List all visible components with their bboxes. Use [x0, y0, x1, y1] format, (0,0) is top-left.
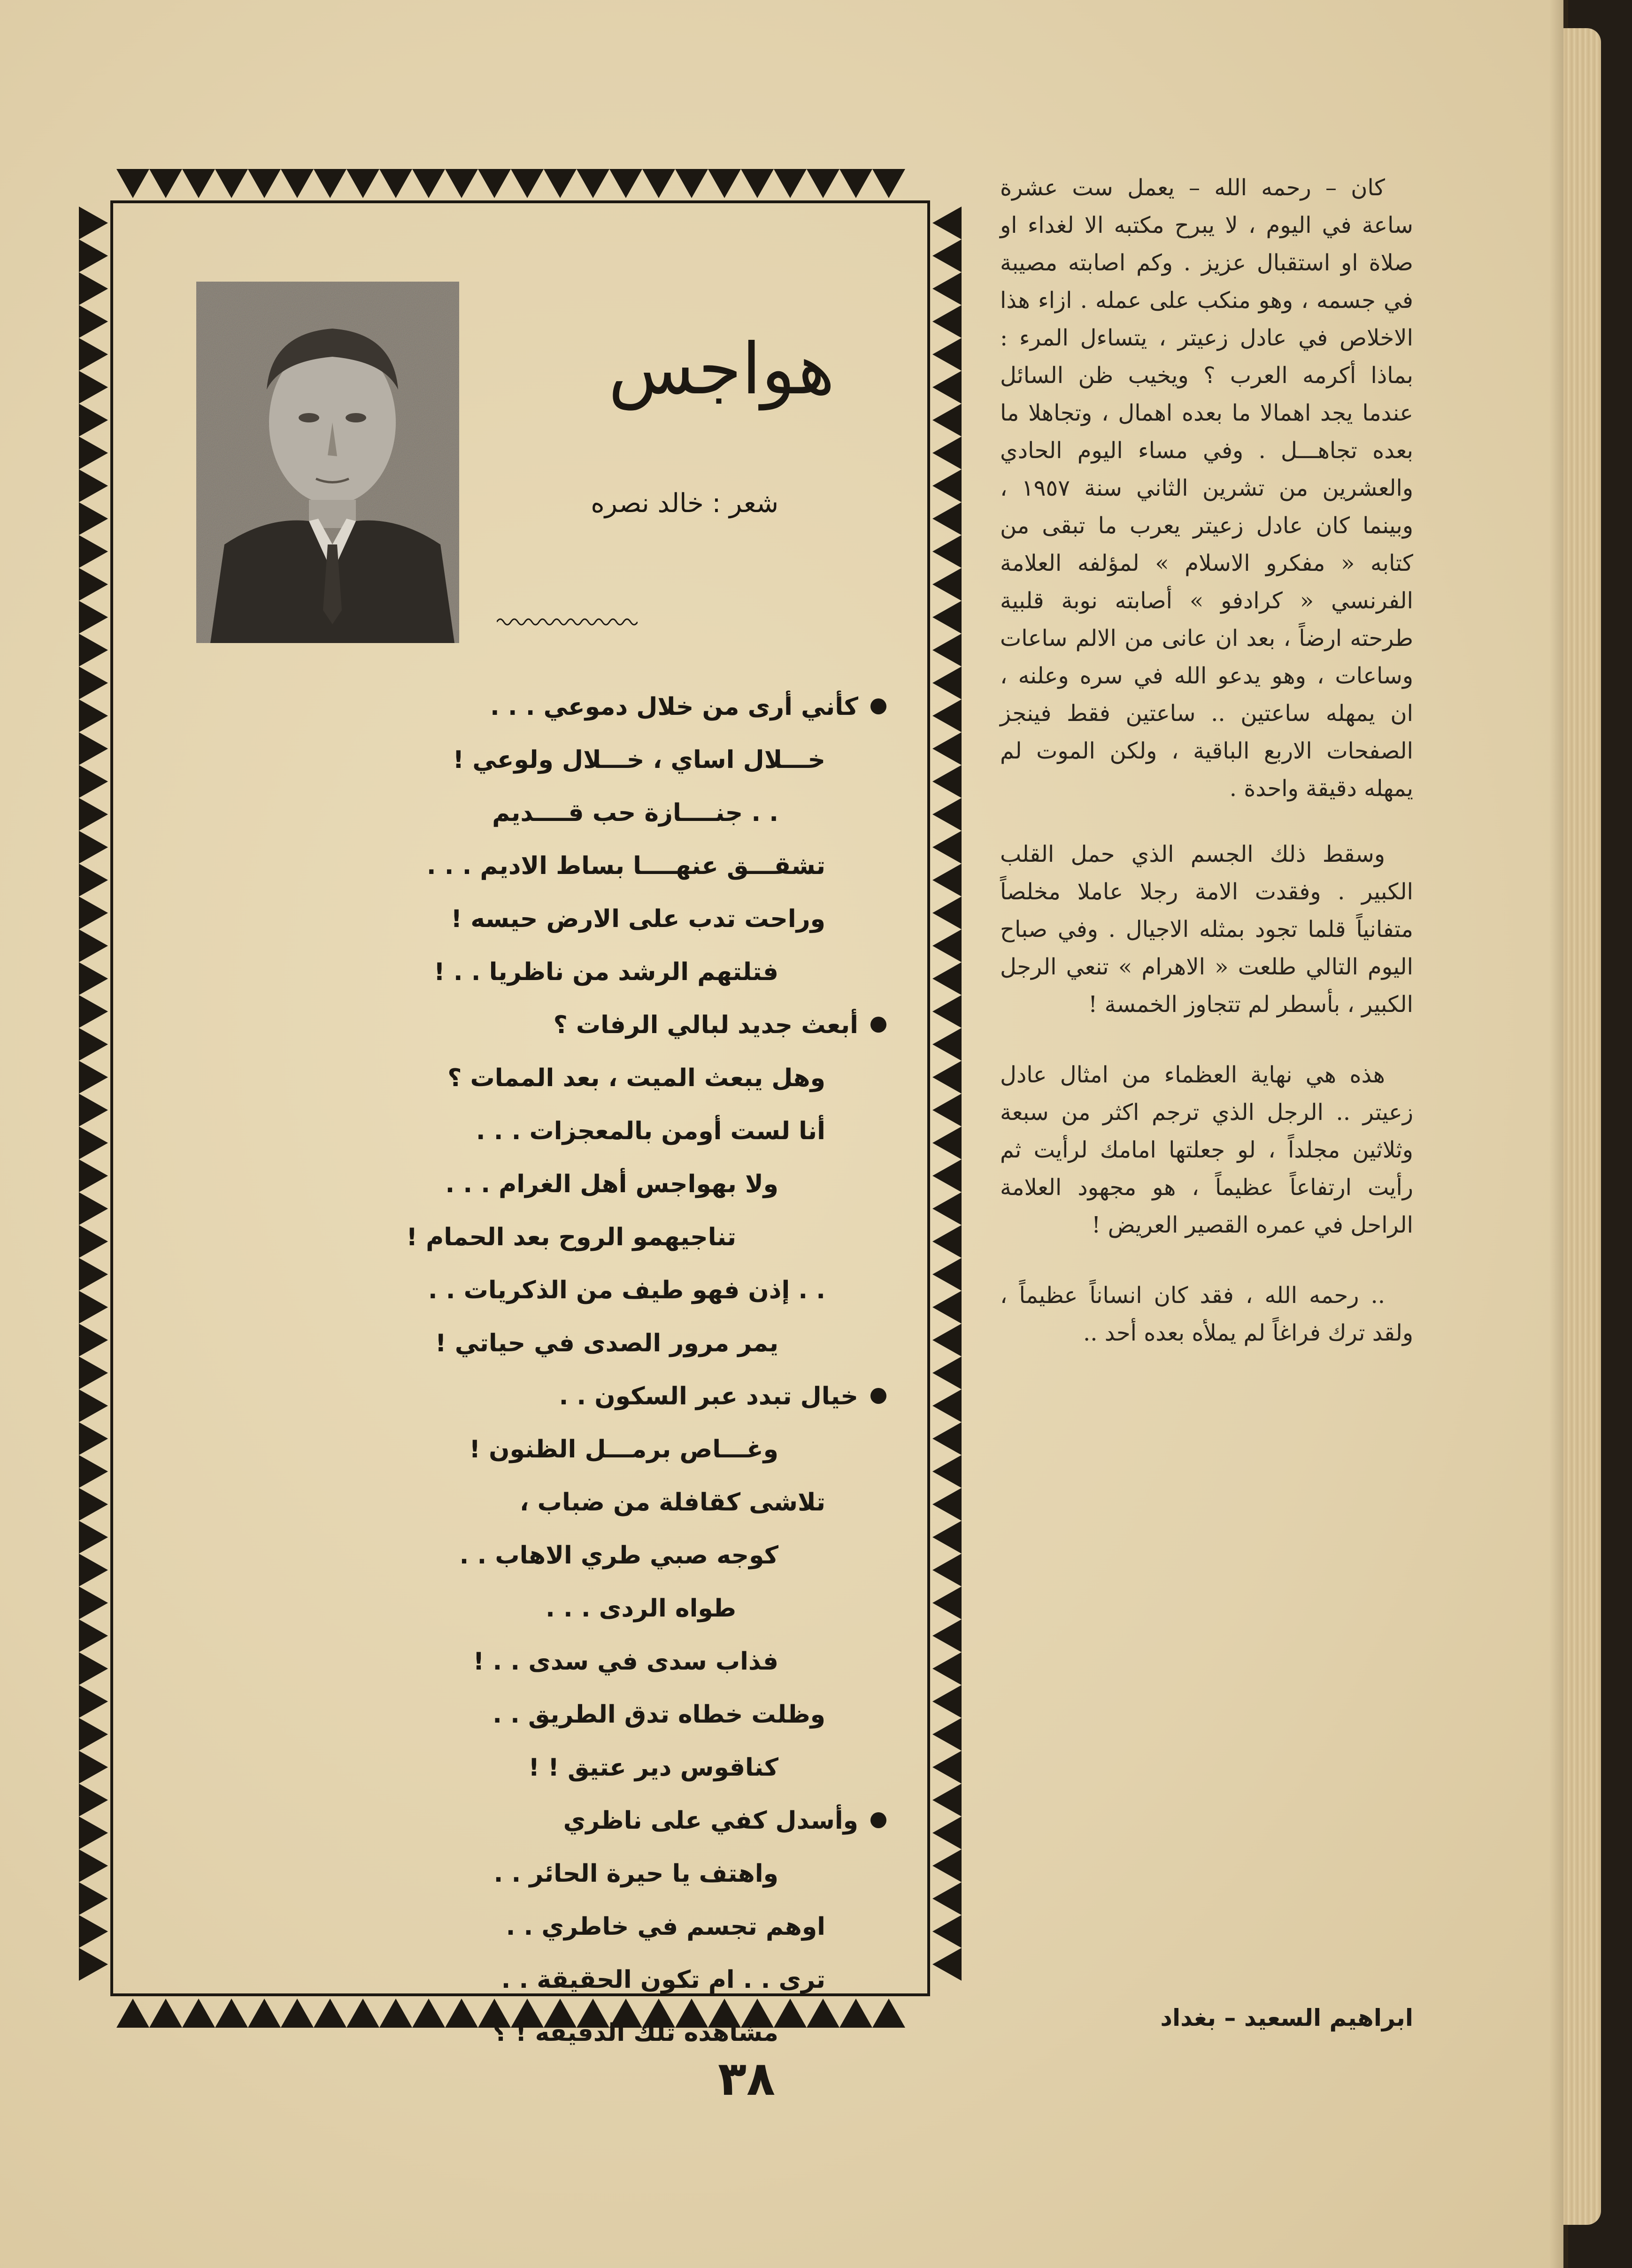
border-triangle — [932, 798, 962, 831]
border-triangle — [932, 601, 962, 634]
border-triangle — [79, 1422, 108, 1455]
border-triangle — [932, 305, 962, 338]
border-triangle — [774, 169, 807, 198]
border-triangle — [932, 404, 962, 437]
poem-line-text: خـــلال اساي ، خـــلال ولوعي ! — [453, 746, 825, 774]
border-triangle — [932, 1948, 962, 1981]
border-triangle — [79, 469, 108, 502]
poem-line — [192, 734, 886, 787]
border-triangle — [932, 207, 962, 239]
border-triangle — [79, 1389, 108, 1422]
border-triangle — [79, 1948, 108, 1981]
poem-line — [192, 1370, 886, 1423]
border-triangle — [79, 1488, 108, 1521]
poem-line-text: اوهم تجسم في خاطري . . — [506, 1913, 825, 1941]
poem-line-text: وراحت تدب على الارض حيسه ! — [451, 905, 825, 933]
border-triangle — [932, 1389, 962, 1422]
poem-line — [192, 787, 886, 840]
border-triangle — [642, 169, 675, 198]
border-triangle — [609, 169, 642, 198]
poem-line — [192, 1582, 886, 1635]
border-triangle — [932, 502, 962, 535]
border-triangle — [932, 732, 962, 765]
border-triangle — [79, 437, 108, 469]
border-triangle — [932, 535, 962, 568]
border-triangle — [79, 1915, 108, 1948]
border-triangle — [872, 169, 905, 198]
border-triangle — [79, 601, 108, 634]
border-triangle — [346, 169, 379, 198]
article-paragraph: .. رحمه الله ، فقد كان انساناً عظيماً ، ولقد ترك فراغاً لم يملأه بعده أحد .. — [1000, 1282, 1413, 1346]
article-paragraph: هذه هي نهاية العظماء من امثال عادل زعيتر .. الرجل الذي ترجم اكثر من سبعة وثلاثين مجلداً ، لو جعلتها امامك لرأيت ثم رأيت ارتفاعاً عظيماً ، هو مجهود العلامة الراحل في عمره القصير العريض ! — [1000, 1062, 1413, 1238]
border-triangle — [79, 1455, 108, 1488]
poem-line-text: . . جنــــازة حب قــــديم — [492, 799, 778, 827]
border-triangle — [932, 765, 962, 798]
poem-line-text: وغـــاص برمـــل الظنون ! — [469, 1435, 778, 1463]
poem-line-text: خيال تبدد عبر السكون . . — [559, 1382, 858, 1410]
poem-line — [192, 1158, 886, 1211]
border-triangle — [79, 864, 108, 896]
border-triangle — [79, 1028, 108, 1061]
border-triangle — [932, 1784, 962, 1816]
border-triangle — [79, 1619, 108, 1652]
poem-box — [121, 211, 919, 2047]
border-triangle — [932, 1126, 962, 1159]
border-triangle — [79, 207, 108, 239]
border-triangle — [79, 404, 108, 437]
border-triangle — [149, 169, 182, 198]
border-triangle — [79, 765, 108, 798]
poem-line-text: تلاشى كقافلة من ضباب ، — [519, 1488, 825, 1517]
border-triangle — [741, 169, 774, 198]
poem-line — [192, 1794, 886, 1847]
border-triangle — [79, 239, 108, 272]
border-triangle — [932, 568, 962, 601]
border-triangle — [932, 896, 962, 929]
border-triangle — [932, 831, 962, 864]
border-triangle — [932, 1882, 962, 1915]
border-triangle — [675, 169, 708, 198]
border-triangle — [79, 634, 108, 667]
poem-line — [192, 1635, 886, 1688]
border-triangle — [79, 305, 108, 338]
page-edges — [1563, 28, 1601, 2225]
border-triangle — [379, 169, 412, 198]
border-triangle — [932, 1652, 962, 1685]
border-triangle — [932, 1422, 962, 1455]
border-triangle — [932, 1915, 962, 1948]
border-triangle — [79, 798, 108, 831]
border-triangle — [79, 1652, 108, 1685]
poem-line-text: فتلتهم الرشد من ناظريا . . ! — [434, 958, 778, 986]
border-triangle — [79, 732, 108, 765]
border-triangle — [478, 169, 511, 198]
poem-line — [192, 893, 886, 946]
border-triangle — [932, 469, 962, 502]
border-triangle — [932, 1291, 962, 1324]
border-triangle — [932, 338, 962, 371]
wavy-divider-icon — [497, 615, 638, 629]
border-triangle — [79, 1356, 108, 1389]
page-number: ٣٨ — [717, 2051, 776, 2106]
border-triangle — [79, 1718, 108, 1751]
border-triangle — [932, 1816, 962, 1849]
border-triangle — [79, 962, 108, 995]
poem-line — [192, 1211, 886, 1264]
border-triangle — [79, 1586, 108, 1619]
border-triangle — [708, 169, 741, 198]
border-triangle — [445, 169, 478, 198]
poem-line-text: وظلت خطاه تدق الطريق . . — [493, 1701, 825, 1729]
poem-body — [192, 681, 886, 2047]
poem-line-text: طواه الردى . . . — [546, 1594, 736, 1623]
border-triangle — [932, 371, 962, 404]
poem-line — [192, 1423, 886, 1476]
border-triangle — [79, 272, 108, 305]
border-triangle — [149, 1999, 182, 2028]
border-triangle — [932, 1455, 962, 1488]
border-triangle — [79, 1192, 108, 1225]
border-triangle — [79, 1225, 108, 1258]
border-triangle — [79, 338, 108, 371]
border-triangle — [79, 1751, 108, 1784]
article-signature: ابراهيم السعيد – بغداد — [1160, 2004, 1413, 2031]
border-triangle — [79, 371, 108, 404]
poem-line-text: أنا لست أومن بالمعجزات . . . — [476, 1117, 825, 1145]
poem-line-text: ترى . . ام تكون الحقيقة . . — [501, 1966, 825, 1994]
border-triangle — [79, 667, 108, 699]
poem-byline: شعر : خالد نصره — [591, 488, 778, 519]
poem-line — [192, 1529, 886, 1582]
border-triangle — [79, 535, 108, 568]
border-triangle — [932, 1718, 962, 1751]
border-triangle — [412, 169, 445, 198]
border-triangle — [932, 1488, 962, 1521]
border-triangle — [314, 169, 346, 198]
border-triangle — [932, 634, 962, 667]
border-triangle — [932, 1554, 962, 1586]
border-triangle — [932, 437, 962, 469]
border-triangle — [79, 1521, 108, 1554]
border-triangle — [807, 169, 839, 198]
border-triangle — [182, 169, 215, 198]
border-triangle — [79, 896, 108, 929]
article-paragraph: كان – رحمه الله – يعمل ست عشرة ساعة في اليوم ، لا يبرح مكتبه الا لغداء او صلاة او استقبال عزيز . وكم اصابته مصيبة في جسمه ، وهو منكب على عمله . ازاء هذا الاخلاص في عادل زعيتر ، يتساءل المرء : بماذا أكرمه العرب ؟ ويخيب ظن السائل عندما يجد اهمالا ما بعده اهمال ، وتجاهلا ما بعده تجاهـــل . وفي مساء اليوم الحادي والعشرين من تشرين الثاني سنة ١٩٥٧ ، وبينما كان عادل زعيتر يعرب ما تبقى من كتابه « مفكرو الاسلام » لمؤلفه العلامة الفرنسي « كرادفو » أصابته نوبة قلبية طرحته ارضاً ، بعد ان عانى من الالم ساعات وساعات ، وهو يدعو الله في سره وعلنه ، ان يمهله ساعتين .. ساعتين فقط فينجز الصفحات الاربع الباقية ، ولكن الموت لم يمهله دقيقة واحدة . — [1000, 175, 1413, 802]
border-triangle — [932, 699, 962, 732]
border-triangle — [932, 1586, 962, 1619]
poet-portrait-photo — [196, 282, 459, 643]
border-triangle — [116, 1999, 149, 2028]
border-triangle — [932, 1685, 962, 1718]
border-triangle — [79, 831, 108, 864]
border-triangle — [116, 169, 149, 198]
border-triangle — [932, 1159, 962, 1192]
border-triangle — [932, 1849, 962, 1882]
poem-line-text: تشقـــق عنهــــا بساط الاديم . . . — [426, 852, 825, 880]
poem-line — [192, 1317, 886, 1370]
border-triangle — [79, 568, 108, 601]
border-triangle — [932, 864, 962, 896]
poem-line — [192, 1476, 886, 1529]
border-triangle — [79, 699, 108, 732]
border-triangle — [932, 1751, 962, 1784]
poem-line-text: كأني أرى من خلال دموعي . . . — [490, 693, 858, 721]
border-triangle — [932, 995, 962, 1028]
border-triangle — [79, 1094, 108, 1126]
poem-line — [192, 681, 886, 734]
poem-line-text: . . إذن فهو طيف من الذكريات . . — [428, 1276, 825, 1304]
border-triangle — [511, 169, 544, 198]
border-triangle — [932, 1225, 962, 1258]
poem-line — [192, 946, 886, 999]
poem-line-text: وهل يبعث الميت ، بعد الممات ؟ — [447, 1064, 825, 1092]
poem-line — [192, 1900, 886, 1954]
poem-line-text: أبعث جديد لبالي الرفات ؟ — [553, 1011, 858, 1039]
border-triangle — [79, 929, 108, 962]
poem-line-text: ولا بهواجس أهل الغرام . . . — [445, 1170, 778, 1198]
border-triangle — [932, 272, 962, 305]
poem-line-text: واهتف يا حيرة الحائر . . — [493, 1860, 778, 1888]
border-triangle — [79, 1784, 108, 1816]
poem-line — [192, 1741, 886, 1794]
border-triangle — [932, 1061, 962, 1094]
border-triangle — [215, 169, 248, 198]
border-triangle — [79, 1258, 108, 1291]
border-triangle — [577, 169, 609, 198]
poem-line-text: مشاهده تلك الدقيقه ! ؟ — [493, 2019, 778, 2047]
border-triangle — [544, 169, 577, 198]
border-triangle — [79, 1159, 108, 1192]
poem-line — [192, 1847, 886, 1900]
poem-line — [192, 840, 886, 893]
border-triangle — [79, 1554, 108, 1586]
poem-line — [192, 999, 886, 1052]
border-triangle — [932, 1028, 962, 1061]
border-triangle — [79, 1816, 108, 1849]
poem-line — [192, 1954, 886, 2007]
border-triangle — [932, 1192, 962, 1225]
border-triangle — [932, 1094, 962, 1126]
poem-line — [192, 1105, 886, 1158]
poem-line — [192, 1688, 886, 1741]
poem-title: هواجس — [608, 329, 835, 410]
article-column — [1000, 169, 1413, 1385]
border-triangle — [79, 502, 108, 535]
poem-line-text: فذاب سدى في سدى . . ! — [473, 1647, 778, 1676]
border-triangle — [932, 1258, 962, 1291]
border-triangle — [932, 929, 962, 962]
poem-line — [192, 1052, 886, 1105]
border-triangle — [79, 1291, 108, 1324]
border-triangle — [79, 1849, 108, 1882]
border-triangle — [932, 239, 962, 272]
poem-line-text: كناقوس دير عتيق ! ! — [528, 1754, 778, 1782]
poem-line-text: وأسدل كفي على ناظري — [563, 1807, 858, 1835]
article-paragraph: وسقط ذلك الجسم الذي حمل القلب الكبير . وفقدت الامة رجلا عاملا مخلصاً متفانياً قلما تجود بمثله الاجيال . وفي صباح اليوم التالي طلعت « الاهرام » تنعي الرجل الكبير ، بأسطر لم تتجاوز الخمسة ! — [1000, 841, 1413, 1018]
border-triangle — [932, 1521, 962, 1554]
border-triangle — [79, 1324, 108, 1356]
border-triangle — [932, 1324, 962, 1356]
border-triangle — [932, 962, 962, 995]
border-triangle — [79, 1882, 108, 1915]
border-triangle — [281, 169, 314, 198]
border-triangle — [79, 1061, 108, 1094]
border-triangle — [839, 169, 872, 198]
border-triangle — [79, 995, 108, 1028]
border-triangle — [932, 1356, 962, 1389]
poem-line-text: تناجيهمو الروح بعد الحمام ! — [406, 1223, 736, 1251]
poem-line — [192, 1264, 886, 1317]
border-triangle — [248, 169, 281, 198]
poem-line-text: كوجه صبي طري الاهاب . . — [459, 1541, 778, 1570]
border-triangle — [932, 667, 962, 699]
border-triangle — [79, 1126, 108, 1159]
poem-frame — [79, 169, 962, 2047]
border-triangle — [932, 1619, 962, 1652]
poem-line-text: يمر مرور الصدى في حياتي ! — [435, 1329, 778, 1357]
border-triangle — [79, 1685, 108, 1718]
